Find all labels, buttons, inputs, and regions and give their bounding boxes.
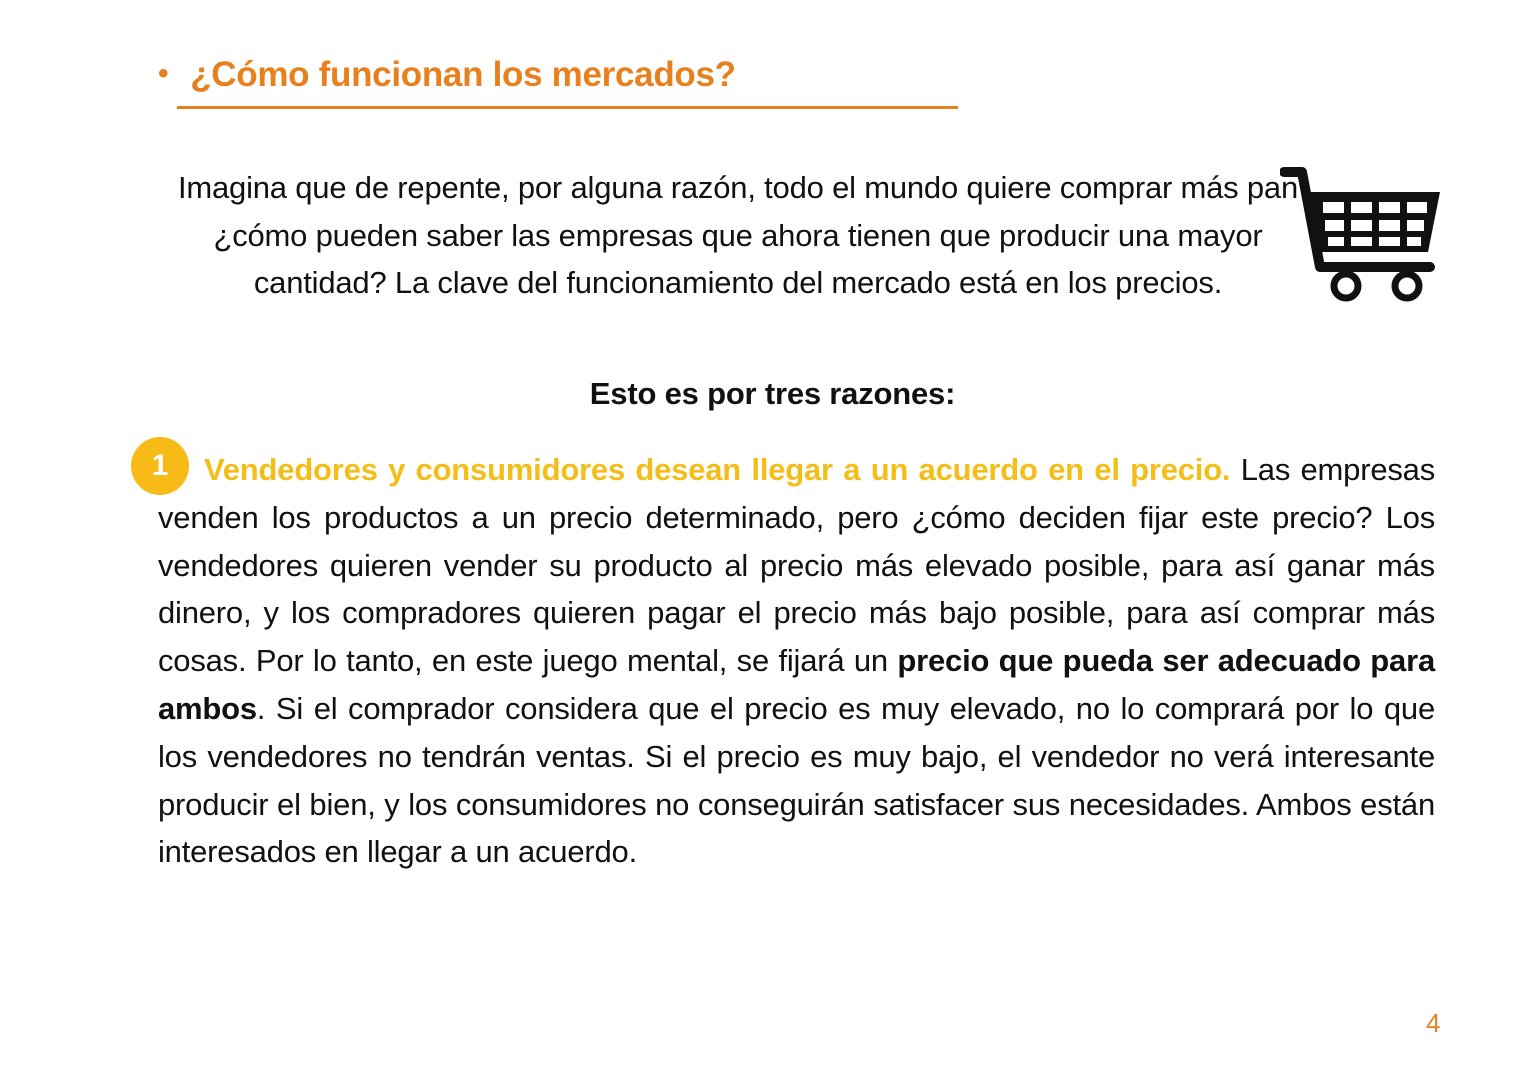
reasons-subheading: Esto es por tres razones: — [589, 376, 956, 411]
reason-1-bold: precio que pueda ser adecuado para ambos — [158, 643, 1435, 726]
page-number: 4 — [1426, 1008, 1441, 1038]
heading-underline — [177, 106, 958, 109]
reason-1-paragraph — [158, 446, 1435, 876]
reason-1-lead: Vendedores y consumidores desean llegar a un acuerdo en el precio. — [204, 452, 1231, 487]
reason-1-text-a: Las empresas venden los productos a un precio determinado, pero ¿cómo deciden fijar este precio? Los vendedores quieren vender su producto al precio más elevado posible, para así ganar más dinero, y los compradores quieren pagar el precio más bajo posible, para así comprar más cosas. Por lo tanto, en este juego mental, se fijará un — [158, 452, 1436, 679]
shopping-cart-icon — [1280, 165, 1446, 305]
intro-paragraph: Imagina que de repente, por alguna razón, todo el mundo quiere comprar más pan ¿cómo pueden saber las empresas que ahora tienen que producir una mayor cantidad? La clave del funcionamiento del mercado está en los precios. — [177, 170, 1299, 300]
reason-1-text-b: . Si el comprador considera que el precio es muy elevado, no lo comprará por lo que los vendedores no tendrán ventas. Si el precio es muy bajo, el vendedor no verá interesante producir el bien, y los consumidores no conseguirán satisfacer sus necesidades. Ambos están interesados en llegar a un acuerdo. — [158, 690, 1435, 870]
bullet: • — [158, 57, 169, 90]
section-title: ¿Cómo funcionan los mercados? — [190, 55, 736, 94]
number-badge: 1 — [131, 437, 189, 495]
section-heading — [158, 55, 736, 95]
